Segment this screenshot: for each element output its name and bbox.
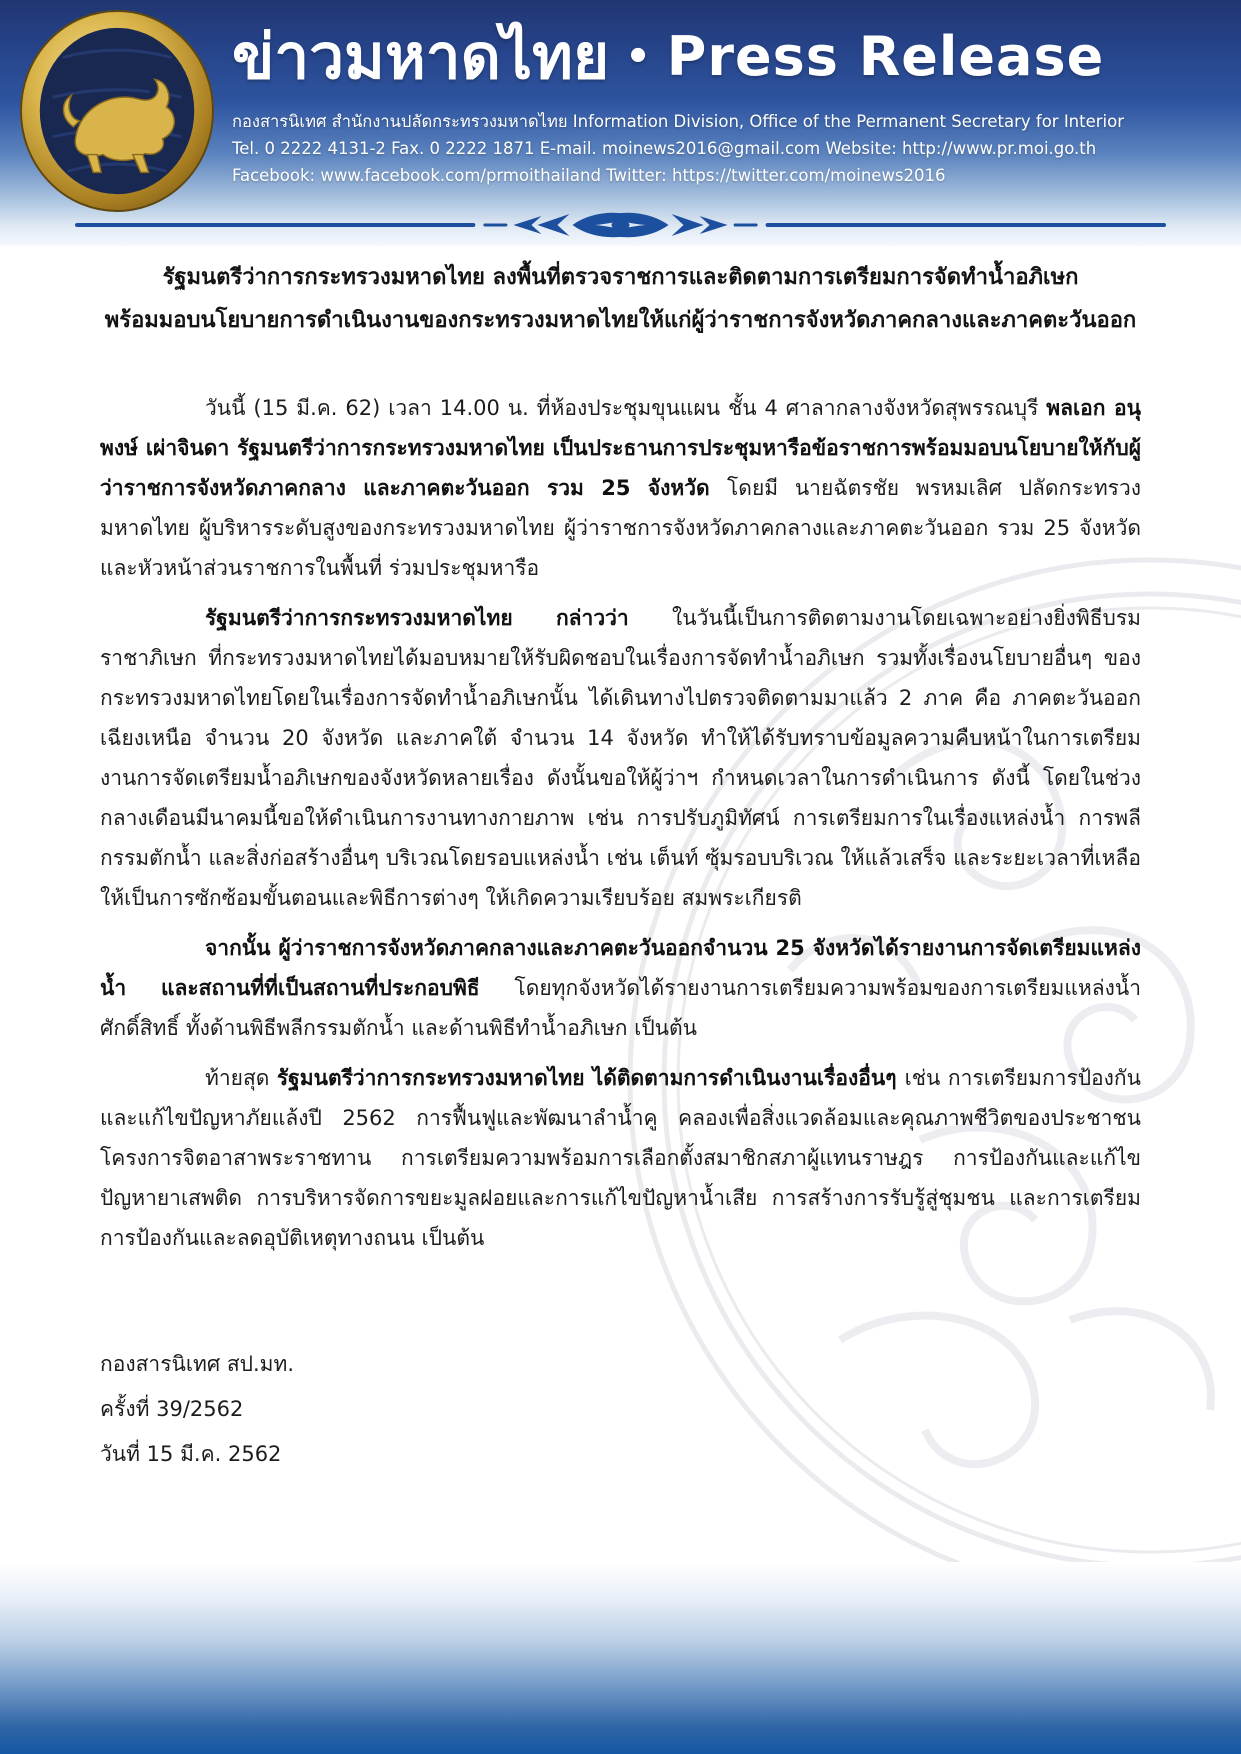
- paragraph-segment: โดยมี นายฉัตรชัย พรหมเลิศ ปลัดกระทรวงมหาดไทย ผู้บริหารระดับสูงของกระทรวงมหาดไทย ผู้ว่าราชการจังหวัดภาคกลางและภาคตะวันออก รวม 25 จังหวัด และหัวหน้าส่วนราชการในพื้นที่ ร่วมประชุมหารือ: [100, 476, 1141, 580]
- ornamental-divider: [75, 210, 1166, 240]
- masthead-title-thai: ข่าวมหาดไทย: [232, 20, 610, 93]
- paragraph-2: [100, 598, 1141, 918]
- paragraph-segment: ในวันนี้เป็นการติดตามงานโดยเฉพาะอย่างยิ่งพิธีบรมราชาภิเษก ที่กระทรวงมหาดไทยได้มอบหมายให้รับผิดชอบในเรื่องการจัดทำน้ำอภิเษก รวมทั้งเรื่องนโยบายอื่นๆ ของกระทรวงมหาดไทยโดยในเรื่องการจัดทำน้ำอภิเษกนั้น ได้เดินทางไปตรวจติดตามมาแล้ว 2 ภาค คือ ภาคตะวันออกเฉียงเหนือ จำนวน 20 จังหวัด และภาคใต้ จำนวน 14 จังหวัด ทำให้ได้รับทราบข้อมูลความคืบหน้าในการเตรียมงานการจัดเตรียมน้ำอภิเษกของจังหวัดหลายเรื่อง ดังนั้นขอให้ผู้ว่าฯ กำหนดเวลาในการดำเนินการ ดังนี้ โดยในช่วงกลางเดือนมีนาคมนี้ขอให้ดำเนินการงานทางกายภาพ เช่น การปรับภูมิทัศน์ การเตรียมการในเรื่องแหล่งน้ำ การพลีกรรมตักน้ำ และสิ่งก่อสร้างอื่นๆ บริเวณโดยรอบแหล่งน้ำ เช่น เต็นท์ ซุ้มรอบบริเวณ ให้แล้วเสร็จ และระยะเวลาที่เหลือให้เป็นการซักซ้อมขั้นตอนและพิธีการต่างๆ ให้เกิดความเรียบร้อย สมพระเกียรติ: [100, 606, 1141, 910]
- issuing-division: กองสารนิเทศ สป.มท.: [100, 1352, 295, 1376]
- paragraph-4: [100, 1058, 1141, 1258]
- masthead-title-english: Press Release: [666, 25, 1105, 88]
- social-media-line: Facebook: www.facebook.com/prmoithailand Twitter: https://twitter.com/moinews2016: [232, 166, 946, 185]
- paragraph-segment: เช่น การเตรียมการป้องกันและแก้ไขปัญหาภัยแล้งปี 2562 การฟื้นฟูและพัฒนาลำน้ำคู คลองเพื่อสิ่งแวดล้อมและคุณภาพชีวิตของประชาชน โครงการจิตอาสาพระราชทาน การเตรียมความพร้อมการเลือกตั้งสมาชิกสภาผู้แทนราษฎร การป้องกันและแก้ไขปัญหายาเสพติด การบริหารจัดการขยะมูลฝอยและการแก้ไขปัญหาน้ำเสีย การสร้างการรับรู้สู่ชุมชน และการเตรียมการป้องกันและลดอุบัติเหตุทางถนน เป็นต้น: [100, 1066, 1141, 1250]
- masthead-title: [232, 14, 1225, 100]
- bottom-gradient-band: [0, 1562, 1241, 1754]
- bullet-separator-icon: •: [625, 34, 651, 80]
- headline: [100, 256, 1141, 342]
- press-release-body: [100, 256, 1141, 1258]
- ministry-seal-icon: [18, 8, 216, 214]
- paragraph-segment: ท้ายสุด: [205, 1066, 277, 1090]
- paragraph-segment: จากนั้น ผู้ว่าราชการจังหวัดภาคกลางและภาคตะวันออกจำนวน 25 จังหวัดได้รายงานการจัดเตรียมแหล่งน้ำ และสถานที่ที่เป็นสถานที่ประกอบพิธี: [100, 936, 1141, 1000]
- divider-ornament-icon: [75, 210, 1166, 240]
- headline-line2: พร้อมมอบนโยบายการดำเนินงานของกระทรวงมหาดไทยให้แก่ผู้ว่าราชการจังหวัดภาคกลางและภาคตะวันออก: [104, 308, 1137, 333]
- header-text-block: [232, 14, 1225, 189]
- paragraph-segment: รัฐมนตรีว่าการกระทรวงมหาดไทย ได้ติดตามการดำเนินงานเรื่องอื่นๆ: [276, 1066, 905, 1090]
- headline-line1: รัฐมนตรีว่าการกระทรวงมหาดไทย ลงพื้นที่ตรวจราชการและติดตามการเตรียมการจัดทำน้ำอภิเษก: [162, 265, 1079, 290]
- organization-line: กองสารนิเทศ สำนักงานปลัดกระทรวงมหาดไทย Information Division, Office of the Permanent Secretary for Interior: [232, 112, 1125, 131]
- paragraph-segment: พลเอก อนุพงษ์ เผ่าจินดา รัฐมนตรีว่าการกระทรวงมหาดไทย เป็นประธานการประชุมหารือข้อราชการพร้อมมอบนโยบายให้กับผู้ว่าราชการจังหวัดภาคกลาง และภาคตะวันออก รวม 25 จังหวัด: [100, 396, 1142, 500]
- ministry-seal-emblem: [18, 8, 216, 214]
- document-footer: [100, 1342, 1241, 1477]
- contact-line: Tel. 0 2222 4131-2 Fax. 0 2222 1871 E-mail. moinews2016@gmail.com Website: http://www.pr.moi.go.th: [232, 139, 1097, 158]
- release-date: วันที่ 15 มี.ค. 2562: [100, 1442, 282, 1466]
- release-number: ครั้งที่ 39/2562: [100, 1397, 244, 1421]
- paragraph-segment: วันนี้ (15 มี.ค. 62) เวลา 14.00 น. ที่ห้องประชุมขุนแผน ชั้น 4 ศาลากลางจังหวัดสุพรรณบุรี: [205, 396, 1047, 420]
- press-release-header: [0, 0, 1241, 246]
- paragraph-segment: รัฐมนตรีว่าการกระทรวงมหาดไทย กล่าวว่า: [205, 606, 673, 630]
- paragraph-3: [100, 928, 1141, 1048]
- paragraph-1: [100, 388, 1141, 588]
- paragraph-segment: โดยทุกจังหวัดได้รายงานการเตรียมความพร้อมของการเตรียมแหล่งน้ำศักดิ์สิทธิ์ ทั้งด้านพิธีพลีกรรมตักน้ำ และด้านพิธีทำน้ำอภิเษก เป็นต้น: [100, 976, 1141, 1040]
